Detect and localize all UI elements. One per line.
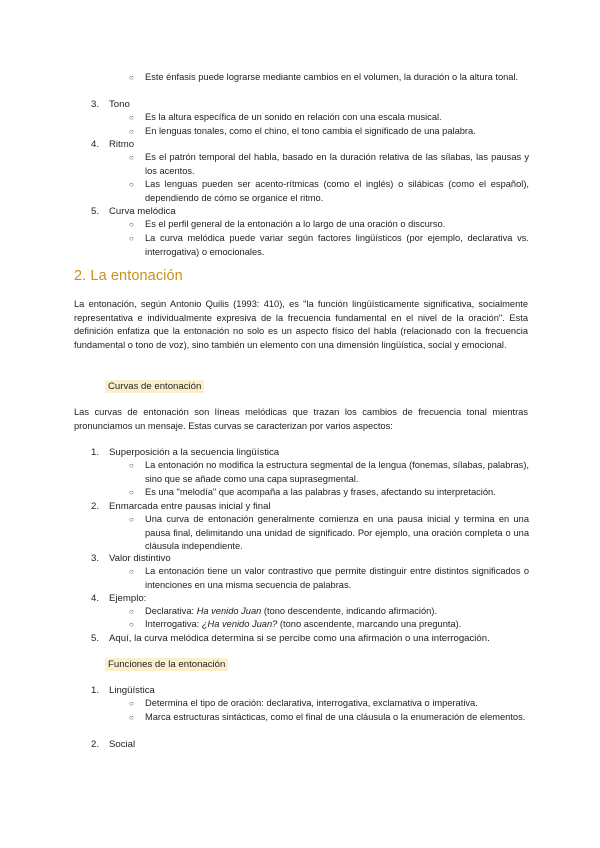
bullet-text: En lenguas tonales, como el chino, el tono cambia el significado de una palabra. bbox=[145, 126, 476, 136]
bullet-text: Es la altura específica de un sonido en relación con una escala musical. bbox=[145, 112, 442, 122]
bullet-icon: ○ bbox=[129, 488, 134, 497]
bullet-icon: ○ bbox=[129, 180, 134, 189]
list-number: 1. bbox=[91, 447, 100, 458]
list-item-title: Curva melódica bbox=[109, 206, 176, 217]
example-sentence: ¿Ha venido Juan? bbox=[201, 619, 278, 629]
bullet-text: Marca estructuras sintácticas, como el final de una cláusula o la enumeración de elementos. bbox=[145, 712, 526, 722]
list-item-title: Valor distintivo bbox=[109, 553, 171, 564]
list-item-title: Tono bbox=[109, 99, 130, 110]
bullet-text: La curva melódica puede variar según factores lingüísticos (por ejemplo, declarativa vs. interrogativa) o emocionales. bbox=[145, 233, 529, 257]
example-interrogativa: Interrogativa: ¿Ha venido Juan? (tono ascendente, marcando una pregunta). bbox=[145, 619, 462, 629]
list-item-title: Social bbox=[109, 739, 136, 750]
bullet-text: Es el perfil general de la entonación a lo largo de una oración o discurso. bbox=[145, 219, 446, 229]
bullet-icon: ○ bbox=[129, 113, 134, 122]
list-item-title: Superposición a la secuencia lingüística bbox=[109, 447, 280, 458]
list-item-title: Aquí, la curva melódica determina si se percibe como una afirmación o una interrogación. bbox=[109, 633, 490, 644]
bullet-icon: ○ bbox=[129, 127, 134, 136]
bullet-text: Determina el tipo de oración: declarativa, interrogativa, exclamativa o imperativa. bbox=[145, 698, 478, 708]
bullet-icon: ○ bbox=[129, 620, 134, 629]
bullet-text: Una curva de entonación generalmente comienza en una pausa inicial y termina en una pausa final, delimitando una unidad de significado. Por ejemplo, una oración completa o una cláusula independiente. bbox=[145, 514, 529, 551]
bullet-icon: ○ bbox=[129, 515, 134, 524]
list-item-title: Lingüística bbox=[109, 685, 155, 696]
section-heading: 2. La entonación bbox=[74, 268, 183, 284]
list-number: 1. bbox=[91, 685, 100, 696]
subheading-funciones: Funciones de la entonación bbox=[105, 658, 228, 671]
intro-paragraph: La entonación, según Antonio Quilis (1993: 410), es "la función lingüísticamente significativa, socialmente representativa e individualmente expresiva de la frecuencia fundamental en el nivel de la oración". Esta definición enfatiza que la entonación no solo es un aspecto físico del habla (relacionado con la frecuencia fundamental o tono de voz), sino también un elemento con una dimensión lingüística, social y emocional. bbox=[74, 299, 528, 350]
bullet-icon: ○ bbox=[129, 234, 134, 243]
curvas-paragraph: Las curvas de entonación son líneas melódicas que trazan los cambios de frecuencia tonal mientras pronunciamos un mensaje. Estas curvas se caracterizan por varios aspectos: bbox=[74, 407, 528, 431]
bullet-icon: ○ bbox=[129, 153, 134, 162]
list-number: 2. bbox=[91, 501, 100, 512]
example-declarativa: Declarativa: Ha venido Juan (tono descendente, indicando afirmación). bbox=[145, 606, 438, 616]
bullet-icon: ○ bbox=[129, 713, 134, 722]
bullet-text: Es una "melodía" que acompaña a las palabras y frases, afectando su interpretación. bbox=[145, 487, 496, 497]
subheading-curvas: Curvas de entonación bbox=[105, 380, 204, 393]
list-number: 5. bbox=[91, 206, 100, 217]
bullet-icon: ○ bbox=[129, 607, 134, 616]
bullet-icon: ○ bbox=[129, 461, 134, 470]
list-number: 3. bbox=[91, 553, 100, 564]
list-number: 5. bbox=[91, 633, 100, 644]
bullet-icon: ○ bbox=[129, 567, 134, 576]
list-number: 2. bbox=[91, 739, 100, 750]
list-number: 4. bbox=[91, 593, 100, 604]
bullet-text: Es el patrón temporal del habla, basado en la duración relativa de las sílabas, las pausas y los acentos. bbox=[145, 152, 529, 176]
bullet-text: Este énfasis puede lograrse mediante cambios en el volumen, la duración o la altura tonal. bbox=[145, 72, 519, 82]
bullet-icon: ○ bbox=[129, 73, 134, 82]
bullet-text: La entonación tiene un valor contrastivo que permite distinguir entre distintos significados o intenciones en una misma secuencia de palabras. bbox=[145, 566, 529, 590]
bullet-icon: ○ bbox=[129, 220, 134, 229]
list-item-title: Ejemplo: bbox=[109, 593, 147, 604]
example-sentence: Ha venido Juan bbox=[196, 606, 262, 616]
list-item-title: Enmarcada entre pausas inicial y final bbox=[109, 501, 271, 512]
bullet-text: La entonación no modifica la estructura segmental de la lengua (fonemas, sílabas, palabras), sino que se añade como una capa suprasegmental. bbox=[145, 460, 529, 484]
list-item-title: Ritmo bbox=[109, 139, 135, 150]
bullet-icon: ○ bbox=[129, 699, 134, 708]
list-number: 4. bbox=[91, 139, 100, 150]
bullet-text: Las lenguas pueden ser acento-rítmicas (como el inglés) o silábicas (como el español), dependiendo de cómo se organice el ritmo. bbox=[145, 179, 529, 203]
list-number: 3. bbox=[91, 99, 100, 110]
